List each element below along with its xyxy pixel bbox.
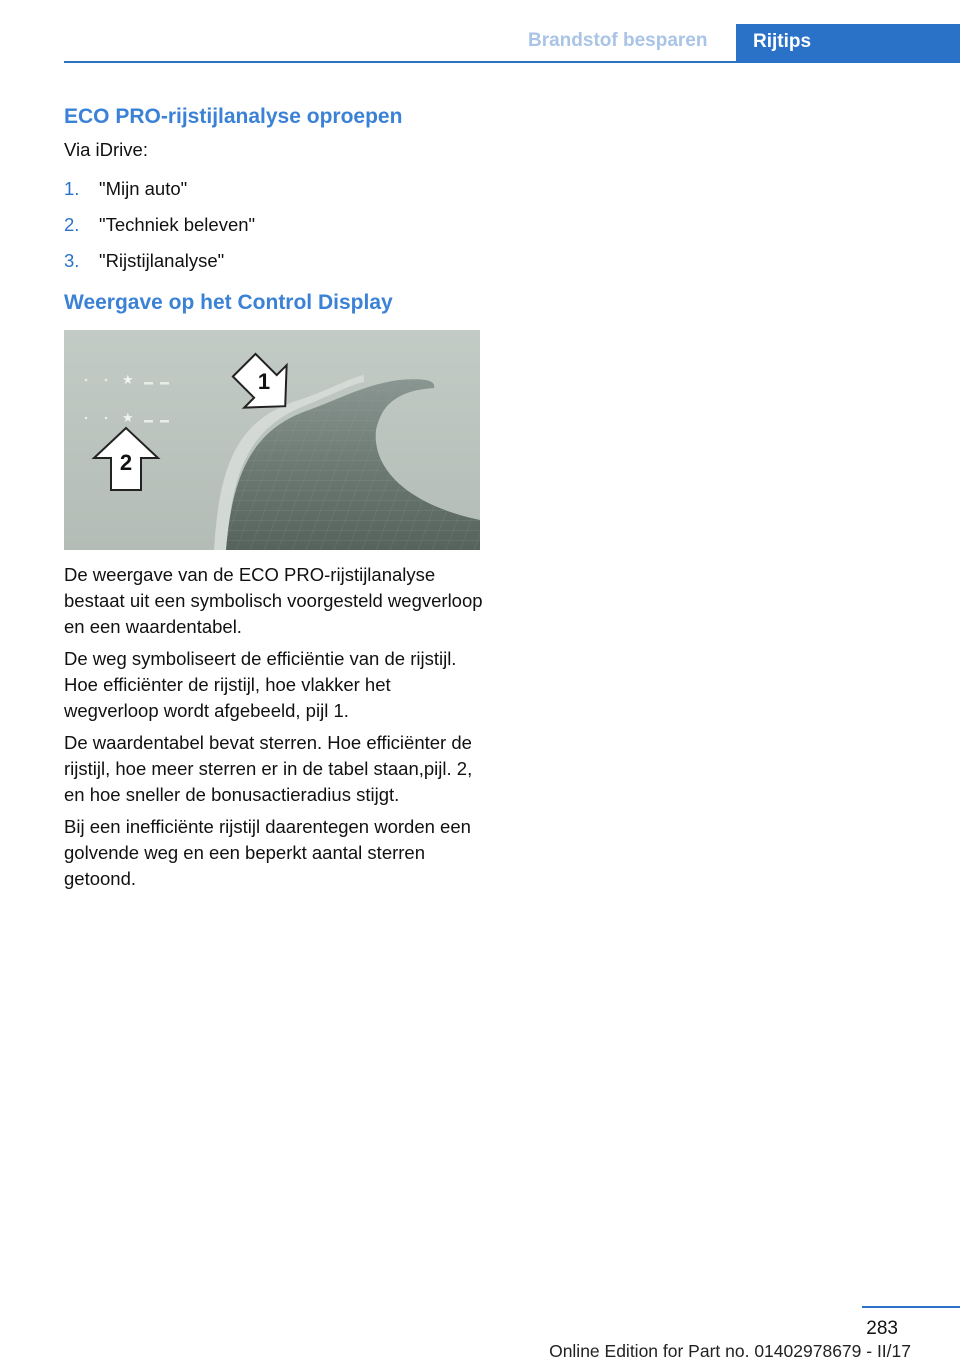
step-number: 3. <box>64 250 80 271</box>
dot-icon <box>85 379 88 382</box>
paragraph: De weg symboliseert de efficiëntie van de rijstijl. Hoe efficiënter de rijstijl, hoe vlakker het wegverloop wordt afgebeeld, pijl 1. <box>64 648 457 721</box>
dot-icon <box>85 417 88 420</box>
arrow-1-label: 1 <box>257 369 271 394</box>
page-number: 283 <box>866 1318 898 1339</box>
header-section-title: Brandstof besparen <box>528 30 708 51</box>
description-text <box>64 562 484 898</box>
footer-divider <box>862 1306 960 1308</box>
paragraph: De weergave van de ECO PRO-rijstijlanalyse bestaat uit een symbolisch voorgesteld wegverloop en een waardentabel. <box>64 564 483 637</box>
header-divider <box>64 61 960 63</box>
section-heading-eco-pro: ECO PRO-rijstijlanalyse oproepen <box>64 105 403 128</box>
footer-edition: Online Edition for Part no. 01402978679 - II/17 <box>549 1341 911 1361</box>
header-tab[interactable]: Rijtips <box>736 24 960 62</box>
step-text: "Rijstijlanalyse" <box>99 250 225 271</box>
star-icon: ★ <box>122 373 134 388</box>
star-icon: ★ <box>122 411 134 426</box>
control-display-illustration <box>64 330 480 550</box>
step-number: 1. <box>64 178 80 199</box>
step-text: "Techniek beleven" <box>99 214 256 235</box>
section-heading-control-display: Weergave op het Control Display <box>64 291 393 314</box>
list-item <box>64 212 255 248</box>
via-idrive-text: Via iDrive: <box>64 139 148 160</box>
dot-icon <box>105 417 108 420</box>
arrow-2-label: 2 <box>119 450 133 475</box>
dash <box>160 382 169 385</box>
list-item <box>64 176 255 212</box>
list-item <box>64 248 255 284</box>
step-text: "Mijn auto" <box>99 178 188 199</box>
dash <box>160 420 169 423</box>
steps-list <box>64 176 255 284</box>
paragraph: De waardentabel bevat sterren. Hoe efficiënter de rijstijl, hoe meer sterren er in de tabel staan,pijl. 2, en hoe sneller de bonusactieradius stijgt. <box>64 732 473 805</box>
paragraph: Bij een inefficiënte rijstijl daarentegen worden een golvende weg en een beperkt aantal sterren getoond. <box>64 816 471 889</box>
step-number: 2. <box>64 214 80 235</box>
dash <box>144 382 153 385</box>
dash <box>144 420 153 423</box>
dot-icon <box>105 379 108 382</box>
